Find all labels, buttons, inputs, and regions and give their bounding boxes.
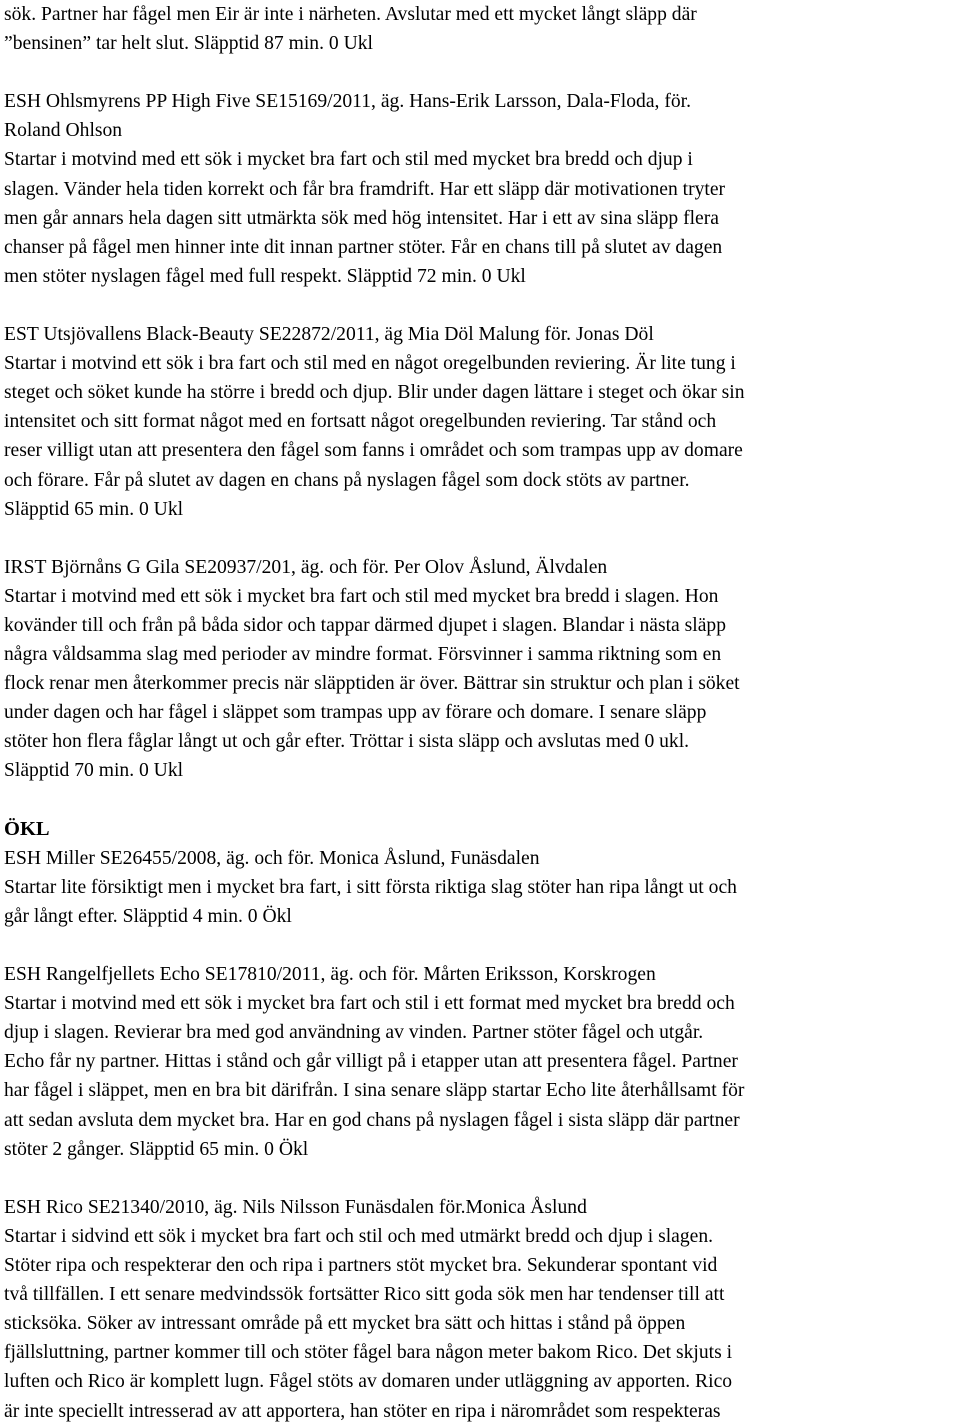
entry-rico	[4, 1193, 960, 1426]
text-line: luften och Rico är komplett lugn. Fågel stöts av domaren under utläggning av apporten. Rico	[4, 1371, 733, 1393]
text-line: är inte speciellt intresserad av att apportera, han stöter en ripa i närområdet som respekteras	[4, 1400, 721, 1422]
text-line: kovänder till och från på båda sidor och tappar därmed djupet i slagen. Blandar i nästa släpp	[4, 614, 727, 636]
text-line: men stöter nyslagen fågel med full respekt. Släpptid 72 min. 0 Ukl	[4, 265, 526, 287]
text-line: fjällsluttning, partner kommer till och stöter fågel bara någon meter bakom Rico. Det skjuts i	[4, 1342, 733, 1364]
text-line: går långt efter. Släpptid 4 min. 0 Ökl	[4, 905, 292, 927]
text-line: Startar i motvind med ett sök i mycket bra fart och stil i ett format med mycket bra bredd och	[4, 993, 735, 1015]
paragraph-gap	[4, 931, 960, 960]
text-line: men går annars hela dagen sitt utmärkta sök med hög intensitet. Har i ett av sina släpp flera	[4, 207, 719, 229]
entry-heading: IRST Björnåns G Gila SE20937/201, äg. och för. Per Olov Åslund, Älvdalen	[4, 556, 608, 578]
text-line: flock renar men återkommer precis när släpptiden är över. Bättrar sin struktur och plan i söket	[4, 673, 740, 695]
text-line: Startar i sidvind ett sök i mycket bra fart och stil och med utmärkt bredd och djup i slagen.	[4, 1225, 714, 1247]
text-line: två tillfällen. I ett senare medvindssök fortsätter Rico sitt goda sök men har tendenser till att	[4, 1284, 725, 1306]
text-line: stöter hon flera fåglar långt ut och går efter. Tröttar i sista släpp och avslutas med 0 ukl.	[4, 731, 690, 753]
text-line: har fågel i släppet, men en bra bit därifrån. I sina senare släpp startar Echo lite återhållsamt för	[4, 1080, 745, 1102]
text-line: sticksöka. Söker av intressant område på ett mycket bra sätt och hittas i stånd på öppen	[4, 1313, 686, 1335]
section-heading-okl: ÖKL	[4, 817, 50, 840]
text-line: Startar i motvind ett sök i bra fart och stil med en något oregelbunden reviering. Är lite tung i	[4, 353, 736, 375]
entry-miller	[4, 844, 960, 931]
text-line: chanser på fågel men hinner inte dit innan partner stöter. Får en chans till på slutet av dagen	[4, 236, 723, 258]
document-page	[4, 0, 960, 1426]
paragraph-gap	[4, 1164, 960, 1193]
entry-utsjovallens	[4, 320, 960, 524]
text-line: och förare. Får på slutet av dagen en chans på nyslagen fågel som dock stöts av partner.	[4, 469, 690, 491]
paragraph-gap	[4, 524, 960, 553]
text-line: intensitet och sitt format något med en fortsatt något oregelbunden reviering. Tar stånd och	[4, 411, 717, 433]
text-line: slagen. Vänder hela tiden korrekt och får bra framdrift. Har ett släpp där motivationen tryter	[4, 178, 726, 200]
text-line: Släpptid 70 min. 0 Ukl	[4, 760, 184, 782]
text-line: Echo får ny partner. Hittas i stånd och går villigt på i etapper utan att presentera fågel. Partner	[4, 1051, 738, 1073]
text-line: Startar i motvind med ett sök i mycket bra fart och stil med mycket bra bredd och djup i	[4, 149, 693, 171]
text-line: sök. Partner har fågel men Eir är inte i närheten. Avslutar med ett mycket långt släpp där	[4, 4, 697, 25]
paragraph-gap	[4, 58, 960, 87]
entry-heading: ESH Ohlsmyrens PP High Five SE15169/2011, äg. Hans-Erik Larsson, Dala-Floda, för.	[4, 91, 691, 113]
text-line: Startar i motvind med ett sök i mycket bra fart och stil med mycket bra bredd i slagen. Hon	[4, 585, 719, 607]
text-line: steget och söket kunde ha större i bredd och djup. Blir under dagen lättare i steget och ökar sin	[4, 382, 745, 404]
text-line: stöter 2 gånger. Släpptid 65 min. 0 Ökl	[4, 1138, 309, 1160]
text-line: några våldsamma slag med perioder av mindre format. Försvinner i samma riktning som en	[4, 644, 722, 666]
text-line: Stöter ripa och respekterar den och ripa i partners stöt mycket bra. Sekunderar spontant vid	[4, 1255, 718, 1277]
entry-heading: EST Utsjövallens Black-Beauty SE22872/2011, äg Mia Döl Malung för. Jonas Döl	[4, 324, 654, 346]
entry-heading-continued: Roland Ohlson	[4, 120, 123, 142]
text-line: att sedan avsluta dem mycket bra. Har en god chans på nyslagen fågel i sista släpp där partner	[4, 1109, 740, 1131]
text-line: under dagen och har fågel i släppet som trampas upp av förare och domare. I senare släpp	[4, 702, 707, 724]
paragraph-gap	[4, 786, 960, 815]
text-line: Startar lite försiktigt men i mycket bra fart, i sitt första riktiga slag stöter han ripa långt ut och	[4, 876, 737, 898]
entry-heading: ESH Rico SE21340/2010, äg. Nils Nilsson Funäsdalen för.Monica Åslund	[4, 1196, 587, 1218]
intro-paragraph	[4, 0, 960, 58]
text-line: Släpptid 65 min. 0 Ukl	[4, 498, 184, 520]
text-line: djup i slagen. Revierar bra med god användning av vinden. Partner stöter fågel och utgår.	[4, 1022, 704, 1044]
entry-rangelfjellets	[4, 960, 960, 1164]
entry-heading: ESH Miller SE26455/2008, äg. och för. Monica Åslund, Funäsdalen	[4, 847, 540, 869]
entry-bjornans	[4, 553, 960, 786]
entry-ohlsmyrens	[4, 87, 960, 291]
text-line: reser villigt utan att presentera den fågel som fanns i området och som trampas upp av domare	[4, 440, 743, 462]
text-line: ”bensinen” tar helt slut. Släpptid 87 min. 0 Ukl	[4, 33, 373, 55]
entry-heading: ESH Rangelfjellets Echo SE17810/2011, äg. och för. Mårten Eriksson, Korskrogen	[4, 964, 656, 986]
paragraph-gap	[4, 291, 960, 320]
